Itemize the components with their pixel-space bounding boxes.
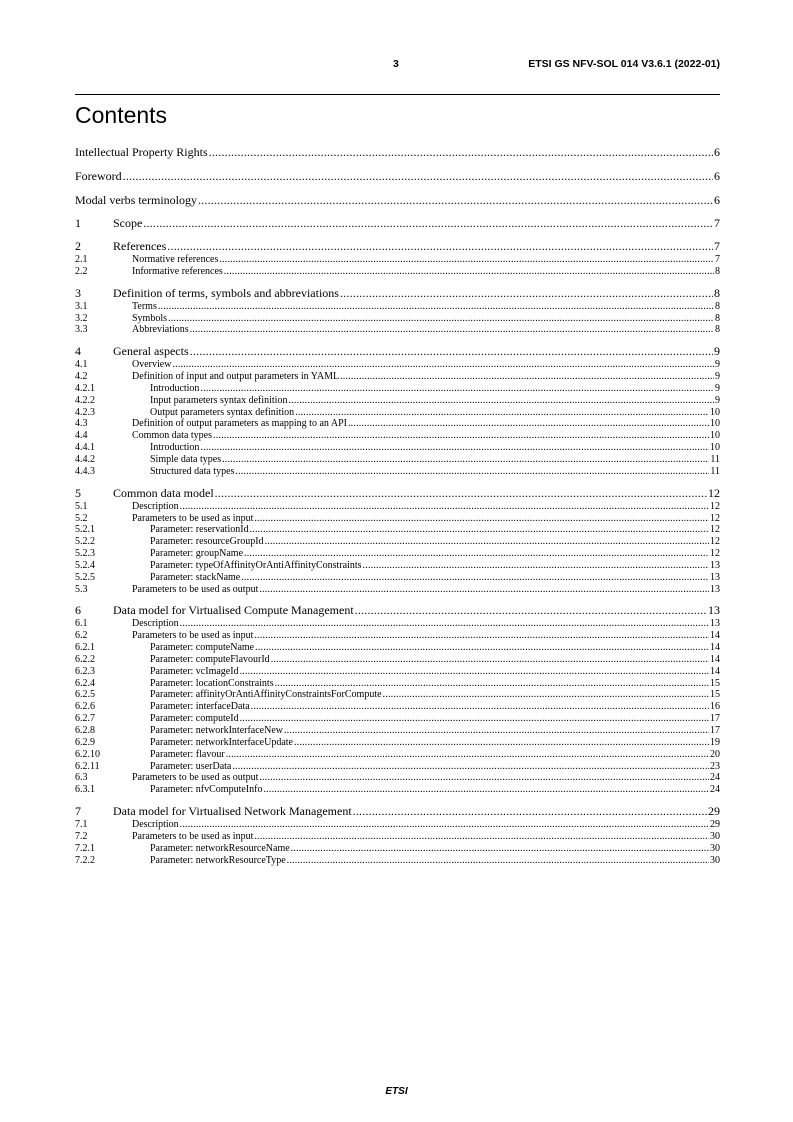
toc-entry-number: 7.2 [75,830,88,842]
toc-entry-label: Introduction [150,382,200,394]
toc-entry-page: 13 [708,603,720,618]
dot-leader [235,466,709,478]
toc-entry-number: 5.2.4 [75,559,95,571]
toc-entry-page: 15 [710,689,720,701]
toc-entry-page: 7 [714,239,720,253]
toc-entry[interactable] [75,324,720,336]
toc-entry-page: 14 [710,665,720,677]
toc-entry-page: 30 [710,854,720,866]
dot-leader [254,513,709,525]
toc-entry-number: 6.2.9 [75,736,95,748]
toc-entry-page: 24 [710,784,720,796]
toc-entry-page: 9 [715,382,720,394]
dot-leader [263,784,709,796]
toc-entry-page: 17 [710,713,720,725]
toc-entry[interactable] [75,454,720,466]
toc-entry-label: Output parameters syntax definition [150,406,295,418]
toc-entry-page: 6 [714,145,720,159]
toc-entry-page: 10 [710,406,720,418]
toc-entry-number: 5.2 [75,512,88,524]
toc-entry-label: Data model for Virtualised Network Management [113,804,352,819]
toc-entry-page: 12 [708,485,720,500]
toc-entry[interactable] [75,804,720,819]
dot-leader [363,560,709,572]
dot-leader [353,804,707,819]
toc-entry-page: 12 [710,500,720,512]
dot-leader [259,772,709,784]
toc-entry-label: Modal verbs terminology [75,193,197,207]
toc-entry[interactable] [75,193,720,208]
toc-entry-number: 2 [75,239,81,253]
toc-entry-number: 6.2.11 [75,760,100,772]
toc-entry-number: 4.2.1 [75,382,95,394]
toc-entry-label: Input parameters syntax definition [150,394,288,406]
toc-entry-label: Parameters to be used as output [132,772,259,784]
toc-entry-page: 13 [710,571,720,583]
toc-entry[interactable] [75,344,720,359]
toc-entry-page: 9 [715,359,720,371]
dot-leader [241,572,709,584]
header-rule [75,94,720,95]
toc-entry-number: 6.2.3 [75,665,95,677]
toc-entry[interactable] [75,430,720,442]
toc-entry-page: 11 [710,465,720,477]
toc-entry-label: Symbols [132,312,168,324]
toc-entry-label: Parameter: interfaceData [150,701,250,713]
toc-entry-page: 24 [710,772,720,784]
toc-entry-page: 10 [710,442,720,454]
dot-leader [271,654,709,666]
toc-entry[interactable] [75,737,720,749]
toc-entry-label: Intellectual Property Rights [75,145,208,159]
toc-entry-label: Parameter: flavour [150,748,225,760]
dot-leader [232,761,709,773]
toc-entry-page: 12 [710,512,720,524]
toc-entry[interactable] [75,772,720,784]
toc-entry[interactable] [75,169,720,184]
toc-entry-number: 7.2.1 [75,842,95,854]
toc-entry[interactable] [75,383,720,395]
toc-entry-number: 6.2 [75,630,88,642]
dot-leader [180,501,709,513]
toc-entry-label: Parameter: networkResourceType [150,854,286,866]
toc-entry-number: 3.3 [75,324,88,336]
toc-entry[interactable] [75,359,720,371]
toc-entry[interactable] [75,371,720,383]
toc-entry-number: 3 [75,285,81,300]
toc-entry-number: 4 [75,344,81,359]
dot-leader [198,193,713,208]
toc-entry-number: 4.2 [75,371,88,383]
dot-leader [200,442,709,454]
toc-entry-page: 17 [710,725,720,736]
toc-entry-page: 12 [710,524,720,536]
toc-entry-number: 4.3 [75,418,88,430]
toc-entry-page: 6 [714,169,720,183]
toc-entry-page: 8 [714,285,720,300]
toc-entry-page: 23 [710,760,720,772]
dot-leader [251,701,709,713]
toc-entry[interactable] [75,486,720,501]
toc-entry[interactable] [75,254,720,266]
toc-entry-number: 7.2.2 [75,854,95,866]
toc-entry-page: 14 [710,630,720,642]
toc-entry[interactable] [75,560,720,572]
toc-entry-label: Parameter: computeId [150,713,239,725]
dot-leader [255,642,709,654]
toc-entry-page: 15 [710,677,720,689]
dot-leader [259,584,709,596]
toc-entry[interactable] [75,678,720,690]
toc-entry-label: Common data types [132,430,212,442]
toc-entry[interactable] [75,701,720,713]
toc-entry-page: 7 [715,254,720,265]
toc-entry-label: Data model for Virtualised Compute Management [113,603,354,618]
dot-leader [250,524,709,536]
toc-entry-number: 5.3 [75,583,88,595]
toc-entry-number: 4.1 [75,359,88,371]
toc-entry[interactable] [75,603,720,618]
toc-entry-label: General aspects [113,344,189,359]
toc-entry-label: Terms [132,300,157,312]
toc-entry-page: 13 [710,559,720,571]
toc-entry[interactable] [75,642,720,654]
dot-leader [209,145,713,160]
toc-entry-label: Description [132,819,179,831]
dot-leader [348,418,709,430]
toc-entry[interactable] [75,584,720,596]
toc-entry-page: 30 [710,842,720,854]
dot-leader [355,603,707,618]
toc-entry-number: 6.1 [75,618,88,630]
dot-leader [213,430,709,442]
toc-entry-label: Normative references [132,254,219,265]
toc-entry[interactable] [75,819,720,831]
toc-entry-number: 6 [75,603,81,618]
toc-entry-label: Description [132,618,179,630]
dot-leader [219,254,714,266]
dot-leader [240,713,709,725]
dot-leader [190,344,713,359]
toc-entry[interactable] [75,216,720,231]
toc-entry-page: 12 [710,536,720,548]
toc-entry-page: 10 [710,430,720,442]
toc-entry[interactable] [75,725,720,737]
toc-entry-page: 6 [714,193,720,207]
toc-entry-label: References [113,239,167,253]
dot-leader [340,371,714,383]
toc-entry-number: 3.1 [75,300,88,312]
toc-entry-number: 6.2.2 [75,653,95,665]
dot-leader [291,843,709,855]
dot-leader [265,536,709,548]
dot-leader [158,301,714,313]
toc-entry-label: Parameter: nfvComputeInfo [150,784,263,796]
toc-entry-number: 5.2.5 [75,571,95,583]
toc-entry-label: Definition of input and output parameters in YAML [132,371,340,383]
dot-leader [295,407,709,419]
dot-leader [168,313,714,325]
dot-leader [215,486,707,501]
toc-entry[interactable] [75,239,720,254]
toc-entry-label: Informative references [132,265,223,277]
dot-leader [244,548,709,560]
dot-leader [254,831,709,843]
toc-entry[interactable] [75,301,720,313]
toc-entry-label: Parameters to be used as input [132,830,254,842]
toc-entry-label: Abbreviations [132,324,189,336]
dot-leader [167,239,713,254]
document-id: ETSI GS NFV-SOL 014 V3.6.1 (2022-01) [528,58,720,70]
dot-leader [383,689,709,701]
toc-entry[interactable] [75,630,720,642]
toc-entry[interactable] [75,761,720,773]
dot-leader [254,630,709,642]
toc-entry-label: Scope [113,216,143,230]
toc-entry-number: 5.2.2 [75,536,95,548]
toc-entry-page: 9 [715,394,720,406]
page-header [75,58,720,72]
dot-leader [200,383,714,395]
dot-leader [288,395,714,407]
toc-entry[interactable] [75,843,720,855]
dot-leader [226,749,709,761]
dot-leader [143,216,713,231]
toc-entry-page: 13 [710,583,720,595]
toc-entry-label: Parameter: locationConstraints [150,677,274,689]
toc-entry[interactable] [75,395,720,407]
toc-entry-label: Parameter: stackName [150,571,241,583]
toc-entry-label: Parameter: vcImageId [150,665,239,677]
toc-entry-label: Parameter: networkInterfaceNew [150,725,283,736]
toc-entry[interactable] [75,654,720,666]
toc-entry-label: Parameter: reservationId [150,524,249,536]
dot-leader [340,286,713,301]
toc-entry-number: 4.4.3 [75,465,95,477]
toc-entry-label: Parameters to be used as input [132,630,254,642]
toc-entry[interactable] [75,524,720,536]
toc-entry-label: Overview [132,359,172,371]
toc-entry-number: 2.2 [75,265,88,277]
toc-entry-label: Parameter: typeOfAffinityOrAntiAffinityConstraints [150,559,362,571]
dot-leader [287,855,709,867]
toc-entry-number: 4.2.3 [75,406,95,418]
toc-entry-label: Parameter: affinityOrAntiAffinityConstraintsForCompute [150,689,382,701]
toc-entry-page: 29 [708,804,720,819]
toc-entry-number: 6.2.7 [75,713,95,725]
toc-entry[interactable] [75,536,720,548]
toc-entry[interactable] [75,831,720,843]
dot-leader [180,819,709,831]
toc-entry-page: 20 [710,748,720,760]
table-of-contents [75,145,720,866]
toc-entry[interactable] [75,713,720,725]
dot-leader [240,666,709,678]
toc-entry-label: Parameter: computeFlavourId [150,653,270,665]
toc-entry[interactable] [75,572,720,584]
toc-entry[interactable] [75,407,720,419]
toc-entry-number: 7 [75,804,81,819]
toc-entry[interactable] [75,442,720,454]
toc-entry[interactable] [75,313,720,325]
toc-entry-page: 8 [715,312,720,324]
toc-entry-page: 19 [710,736,720,748]
toc-entry[interactable] [75,666,720,678]
toc-entry-number: 6.2.5 [75,689,95,701]
toc-entry-label: Parameter: resourceGroupId [150,536,264,548]
toc-entry-label: Definition of output parameters as mapping to an API [132,418,347,430]
dot-leader [294,737,709,749]
toc-entry-label: Parameters to be used as output [132,583,259,595]
toc-entry[interactable] [75,548,720,560]
toc-entry-label: Description [132,500,179,512]
toc-entry[interactable] [75,618,720,630]
toc-entry-number: 4.4.2 [75,453,95,465]
toc-entry-number: 5.2.1 [75,524,95,536]
toc-entry-number: 6.2.8 [75,725,95,736]
toc-entry-page: 14 [710,653,720,665]
toc-entry-label: Parameter: userData [150,760,232,772]
toc-entry[interactable] [75,466,720,478]
dot-leader [224,266,714,278]
toc-entry[interactable] [75,418,720,430]
toc-entry[interactable] [75,749,720,761]
toc-entry-number: 6.2.4 [75,677,95,689]
toc-entry-label: Parameter: computeName [150,642,255,654]
toc-entry-number: 6.3.1 [75,784,95,796]
toc-entry-page: 7 [714,216,720,230]
toc-entry-page: 12 [710,548,720,560]
toc-entry-number: 4.4 [75,430,88,442]
toc-entry-page: 8 [715,324,720,336]
toc-entry-page: 8 [715,300,720,312]
toc-entry[interactable] [75,501,720,513]
toc-entry-label: Simple data types [150,453,222,465]
dot-leader [123,169,713,184]
toc-entry[interactable] [75,513,720,525]
toc-entry-number: 1 [75,216,81,230]
page-footer: ETSI [385,1086,408,1097]
toc-entry-label: Definition of terms, symbols and abbreviations [113,285,339,300]
toc-entry-number: 3.2 [75,312,88,324]
dot-leader [284,725,709,737]
toc-entry-page: 9 [715,371,720,383]
dot-leader [275,678,709,690]
toc-entry[interactable] [75,286,720,301]
toc-entry-label: Parameters to be used as input [132,512,254,524]
toc-entry-page: 13 [710,618,720,630]
toc-entry-number: 6.2.10 [75,748,100,760]
toc-entry-number: 5 [75,485,81,500]
page-title: Contents [75,102,168,128]
toc-entry-label: Foreword [75,169,122,183]
toc-entry-page: 14 [710,642,720,654]
toc-entry-number: 6.3 [75,772,88,784]
dot-leader [172,359,714,371]
dot-leader [222,454,709,466]
toc-entry-number: 4.4.1 [75,442,95,454]
toc-entry-number: 5.1 [75,500,88,512]
toc-entry-label: Introduction [150,442,200,454]
toc-entry-number: 2.1 [75,254,88,265]
toc-entry-page: 8 [715,265,720,277]
toc-entry-label: Parameter: networkResourceName [150,842,290,854]
toc-entry-number: 7.1 [75,819,88,831]
toc-entry-label: Parameter: groupName [150,548,244,560]
toc-entry-page: 10 [710,418,720,430]
toc-entry[interactable] [75,266,720,278]
dot-leader [190,324,714,336]
toc-entry-number: 6.2.1 [75,642,95,654]
toc-entry-number: 4.2.2 [75,394,95,406]
toc-entry-page: 16 [710,701,720,713]
toc-entry-label: Parameter: networkInterfaceUpdate [150,736,293,748]
toc-entry-number: 5.2.3 [75,548,95,560]
toc-entry-number: 6.2.6 [75,701,95,713]
toc-entry[interactable] [75,145,720,160]
toc-entry-label: Structured data types [150,465,235,477]
toc-entry[interactable] [75,689,720,701]
page-number: 3 [393,58,399,70]
toc-entry-page: 30 [710,830,720,842]
toc-entry-page: 29 [710,819,720,831]
toc-entry[interactable] [75,855,720,867]
toc-entry-page: 11 [710,453,720,465]
toc-entry[interactable] [75,784,720,796]
toc-entry-page: 9 [714,344,720,359]
toc-entry-label: Common data model [113,485,214,500]
dot-leader [180,618,709,630]
